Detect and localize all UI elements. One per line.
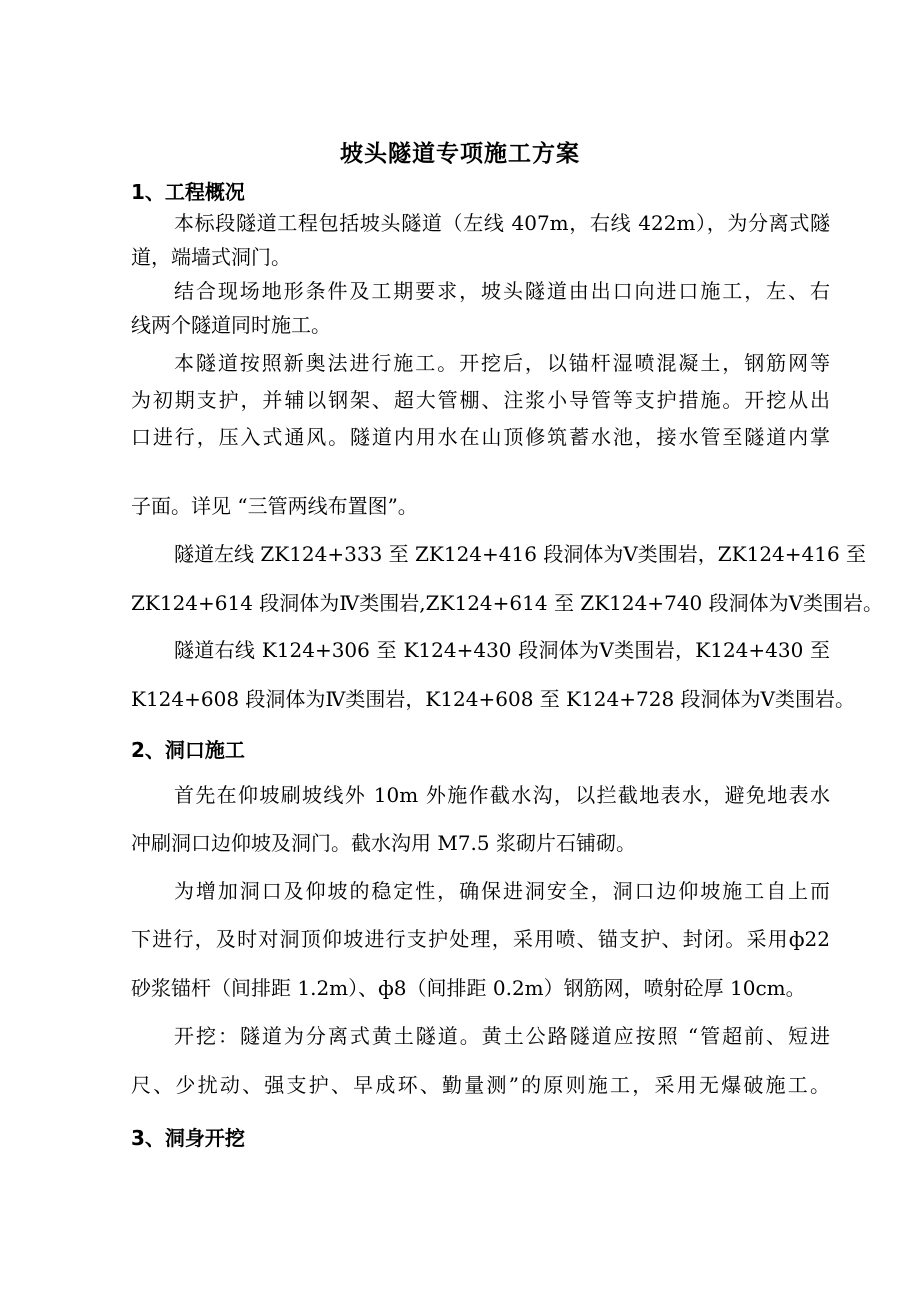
paragraph-line: ZK124+614 段洞体为Ⅳ类围岩,ZK124+614 至 ZK124+740 段洞体为Ⅴ类围岩。: [131, 591, 884, 615]
paragraph-line: 本隧道按照新奥法进行施工。开挖后，以锚杆湿喷混凝土，钢筋网等: [174, 351, 830, 375]
paragraph-line: 尺、少扰动、强支护、早成环、勤量测”的原则施工，采用无爆破施工。: [131, 1073, 830, 1097]
section-heading-overview: 1、工程概况: [131, 180, 245, 204]
paragraph-line: 口进行，压入式通风。隧道内用水在山顶修筑蓄水池，接水管至隧道内掌: [131, 425, 830, 449]
paragraph-line: 线两个隧道同时施工。: [131, 313, 331, 337]
paragraph-line: 为初期支护，并辅以钢架、超大管棚、注浆小导管等支护措施。开挖从出: [131, 388, 830, 412]
document-title: 坡头隧道专项施工方案: [340, 141, 580, 167]
section-heading-portal: 2、洞口施工: [131, 738, 245, 762]
paragraph-line: 隧道右线 K124+306 至 K124+430 段洞体为Ⅴ类围岩，K124+430 至: [174, 638, 830, 662]
paragraph-line: 为增加洞口及仰坡的稳定性，确保进洞安全，洞口边仰坡施工自上而: [174, 879, 830, 903]
paragraph-line: 开挖：隧道为分离式黄土隧道。黄土公路隧道应按照 “管超前、短进: [174, 1024, 830, 1048]
section-heading-excavation: 3、洞身开挖: [131, 1126, 245, 1150]
paragraph-line: K124+608 段洞体为Ⅳ类围岩，K124+608 至 K124+728 段洞体为Ⅴ类围岩。: [131, 687, 855, 711]
paragraph-line: 首先在仰坡刷坡线外 10m 外施作截水沟，以拦截地表水，避免地表水: [174, 783, 830, 807]
paragraph-line: 冲刷洞口边仰坡及洞门。截水沟用 M7.5 浆砌片石铺砌。: [131, 831, 636, 855]
paragraph-line: 砂浆锚杆（间排距 1.2m）、ф8（间排距 0.2m）钢筋网，喷射砼厚 10cm。: [131, 976, 806, 1000]
paragraph-line: 结合现场地形条件及工期要求，坡头隧道由出口向进口施工，左、右: [174, 279, 830, 303]
paragraph-line: 本标段隧道工程包括坡头隧道（左线 407m，右线 422m），为分离式隧: [174, 211, 830, 235]
paragraph-line: 下进行，及时对洞顶仰坡进行支护处理，采用喷、锚支护、封闭。采用ф22: [131, 927, 830, 951]
paragraph-line: 道，端墙式洞门。: [131, 245, 291, 269]
paragraph-line: 子面。详见 “三管两线布置图”。: [131, 494, 418, 518]
paragraph-line: 隧道左线 ZK124+333 至 ZK124+416 段洞体为Ⅴ类围岩，ZK124+416 至: [174, 542, 867, 566]
